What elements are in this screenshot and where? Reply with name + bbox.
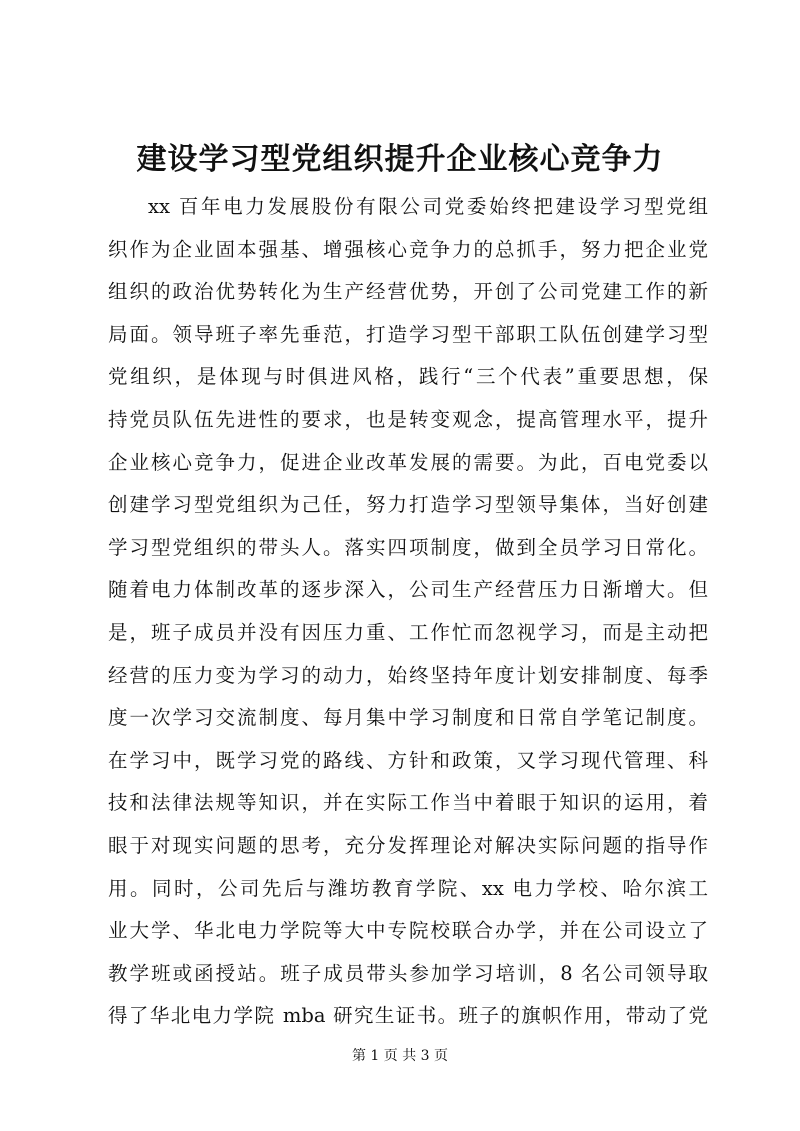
body-line: 企业核心竞争力，促进企业改革发展的需要。为此，百电党委以 — [108, 450, 708, 474]
document-body — [108, 186, 708, 1038]
body-line: 局面。领导班子率先垂范，打造学习型干部职工队伍创建学习型 — [108, 322, 708, 346]
document-title: 建设学习型党组织提升企业核心竞争力 — [136, 142, 664, 177]
body-line: xx 百年电力发展股份有限公司党委始终把建设学习型党组 — [148, 195, 708, 218]
body-line: 组织的政治优势转化为生产经营优势，开创了公司党建工作的新 — [108, 280, 708, 304]
page-number-footer: 第 1 页 共 3 页 — [351, 1048, 449, 1064]
body-line: 党组织，是体现与时俱进风格，践行“三个代表”重要思想，保 — [108, 365, 708, 389]
body-line: 度一次学习交流制度、每月集中学习制度和日常自学笔记制度。 — [108, 706, 708, 730]
body-line: 在学习中，既学习党的路线、方针和政策，又学习现代管理、科 — [108, 748, 708, 772]
body-line: 织作为企业固本强基、增强核心竞争力的总抓手，努力把企业党 — [108, 237, 708, 261]
body-line: 学习型党组织的带头人。落实四项制度，做到全员学习日常化。 — [108, 535, 708, 559]
body-line: 眼于对现实问题的思考，充分发挥理论对解决实际问题的指导作 — [108, 833, 708, 857]
body-line: 随着电力体制改革的逐步深入，公司生产经营压力日渐增大。但 — [108, 578, 708, 602]
body-line: 经营的压力变为学习的动力，始终坚持年度计划安排制度、每季 — [108, 663, 708, 687]
body-line: 教学班或函授站。班子成员带头参加学习培训，8 名公司领导取 — [108, 961, 708, 985]
body-line: 得了华北电力学院 mba 研究生证书。班子的旗帜作用，带动了党 — [108, 1004, 708, 1028]
body-line: 创建学习型党组织为己任，努力打造学习型领导集体，当好创建 — [108, 493, 708, 517]
body-line: 用。同时，公司先后与潍坊教育学院、xx 电力学校、哈尔滨工 — [108, 876, 708, 900]
body-line: 技和法律法规等知识，并在实际工作当中着眼于知识的运用，着 — [108, 791, 708, 815]
body-line: 业大学、华北电力学院等大中专院校联合办学，并在公司设立了 — [108, 919, 708, 943]
body-line: 持党员队伍先进性的要求，也是转变观念，提高管理水平，提升 — [108, 407, 708, 431]
body-line: 是，班子成员并没有因压力重、工作忙而忽视学习，而是主动把 — [108, 620, 708, 644]
